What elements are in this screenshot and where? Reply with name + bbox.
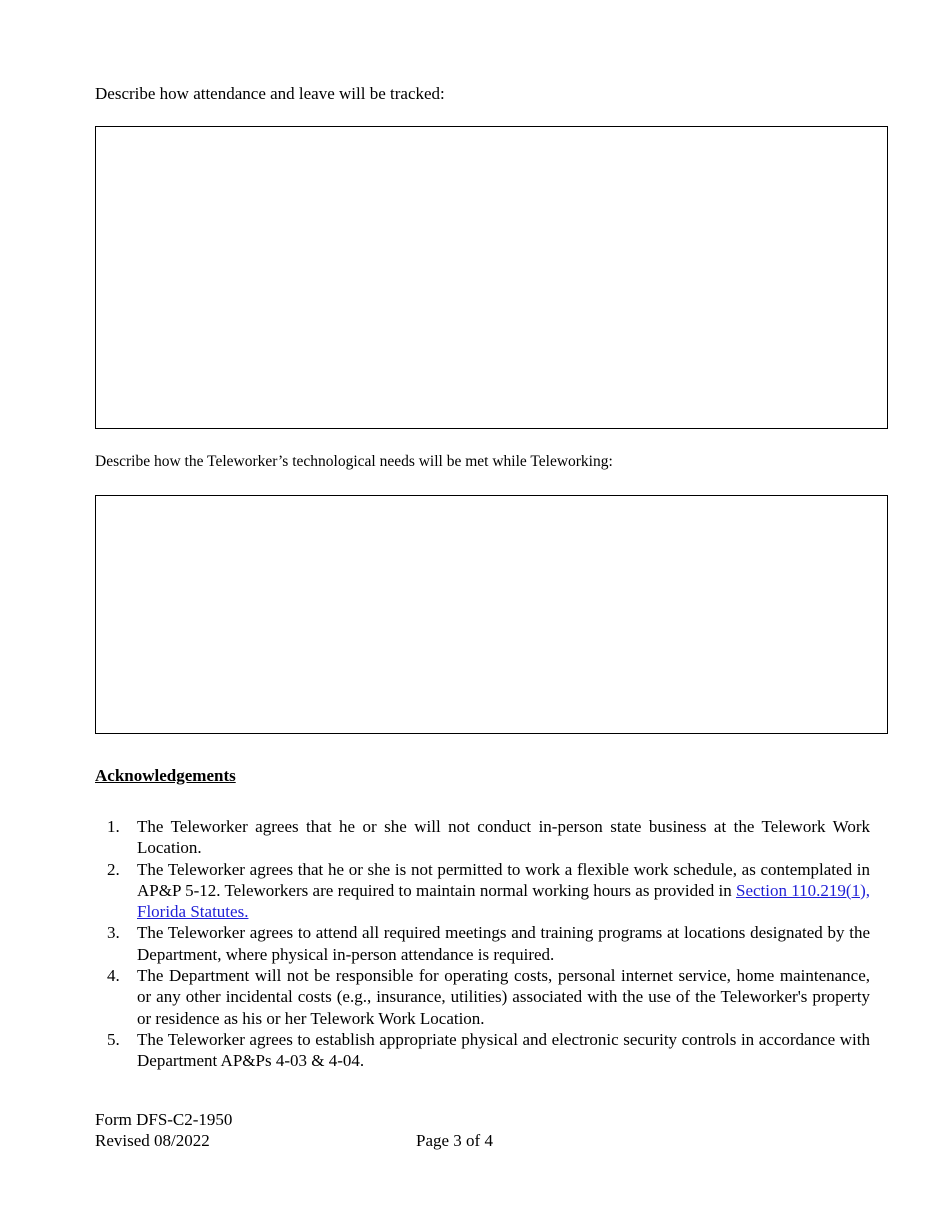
list-item: [95, 965, 870, 1029]
list-item: [95, 922, 870, 965]
revised-date: Revised 08/2022: [95, 1131, 210, 1150]
list-item-text: The Teleworker agrees to attend all required meetings and training programs at locations designated by the Department, where physical in-person attendance is required.: [137, 923, 870, 964]
attendance-answer-field[interactable]: [95, 126, 888, 429]
list-item-number: 3.: [107, 923, 120, 943]
list-item-text: The Department will not be responsible for operating costs, personal internet service, home maintenance, or any other incidental costs (e.g., insurance, utilities) associated with the use of the Teleworker's property or residence as his or her Telework Work Location.: [137, 966, 870, 1028]
form-number: Form DFS-C2-1950: [95, 1110, 233, 1129]
technology-answer-field[interactable]: [95, 495, 888, 734]
page-number: Page 3 of 4: [416, 1131, 493, 1150]
technology-prompt: Describe how the Teleworker’s technological needs will be met while Teleworking:: [95, 453, 613, 470]
list-item-number: 4.: [107, 966, 120, 986]
list-item: [95, 859, 870, 923]
acknowledgements-list: [95, 816, 870, 1072]
florida-statutes-link[interactable]: Section 110.219(1), Florida Statutes.: [137, 880, 870, 922]
list-item-text: The Teleworker agrees that he or she will not conduct in-person state business at the Telework Work Location.: [137, 817, 870, 858]
list-item-text: The Teleworker agrees that he or she is not permitted to work a flexible work schedule, as contemplated in AP&P 5-12. Teleworkers are required to maintain normal working hours as provided in: [137, 859, 870, 900]
list-item: [95, 1029, 870, 1072]
list-item: [95, 816, 870, 859]
acknowledgements-heading: Acknowledgements: [95, 766, 236, 785]
list-item-text: The Teleworker agrees to establish appropriate physical and electronic security controls in accordance with Department AP&Ps 4-03 & 4-04.: [137, 1029, 870, 1071]
list-item-number: 1.: [107, 817, 120, 836]
list-item-number: 2.: [107, 859, 120, 879]
list-item-number: 5.: [107, 1029, 120, 1049]
attendance-prompt: Describe how attendance and leave will be tracked:: [95, 84, 445, 103]
footer-form-info: [95, 1109, 232, 1151]
